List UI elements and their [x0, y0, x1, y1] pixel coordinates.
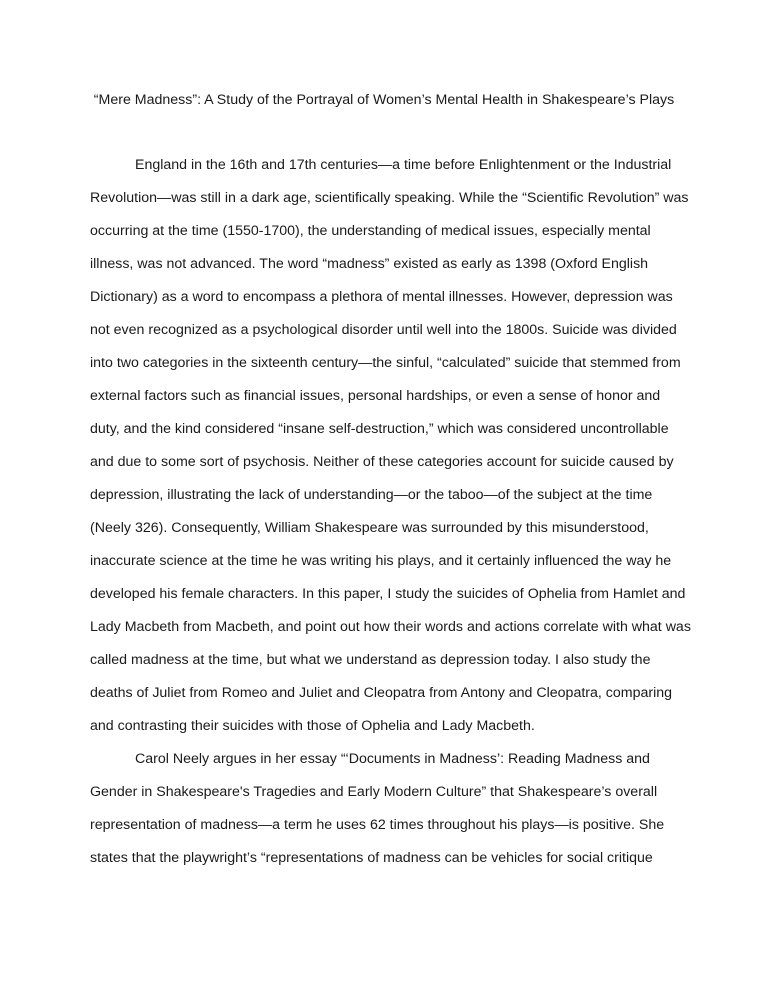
paragraph-1-line: (Neely 326). Consequently, William Shakespeare was surrounded by this misunderstood,	[90, 520, 649, 536]
paragraph-1-line: inaccurate science at the time he was writing his plays, and it certainly influenced the way he	[90, 553, 672, 569]
paragraph-1-line: not even recognized as a psychological disorder until well into the 1800s. Suicide was divided	[90, 322, 677, 338]
paragraph-2-line: Carol Neely argues in her essay “‘Documents in Madness’: Reading Madness and	[135, 751, 650, 767]
paragraph-1-line: occurring at the time (1550-1700), the understanding of medical issues, especially mental	[90, 223, 651, 239]
paragraph-1-line: duty, and the kind considered “insane self-destruction,” which was considered uncontrollable	[90, 421, 669, 437]
paragraph-1-line: illness, was not advanced. The word “madness” existed as early as 1398 (Oxford English	[90, 256, 649, 272]
paragraph-2-line: representation of madness—a term he uses 62 times throughout his plays—is positive. She	[90, 817, 665, 833]
paragraph-1-line: and due to some sort of psychosis. Neither of these categories account for suicide caused by	[90, 454, 674, 470]
paragraph-1-line: depression, illustrating the lack of understanding—or the taboo—of the subject at the time	[90, 487, 653, 503]
paragraph-1-line: called madness at the time, but what we understand as depression today. I also study the	[90, 652, 651, 668]
paragraph-1-line: Dictionary) as a word to encompass a plethora of mental illnesses. However, depression was	[90, 289, 673, 305]
paragraph-1-line: deaths of Juliet from Romeo and Juliet and Cleopatra from Antony and Cleopatra, comparing	[90, 685, 673, 701]
paragraph-1-line: England in the 16th and 17th centuries—a time before Enlightenment or the Industrial	[135, 157, 672, 173]
paragraph-2-line: Gender in Shakespeare's Tragedies and Early Modern Culture” that Shakespeare’s overall	[90, 784, 658, 800]
paragraph-1-line: into two categories in the sixteenth century—the sinful, “calculated” suicide that stemmed from	[90, 355, 681, 371]
paragraph-2-line: states that the playwright’s “representations of madness can be vehicles for social critique	[90, 850, 653, 866]
paragraph-1-line: and contrasting their suicides with those of Ophelia and Lady Macbeth.	[90, 718, 535, 734]
paragraph-1-line: external factors such as financial issues, personal hardships, or even a sense of honor and	[90, 388, 661, 404]
paragraph-1-line: Revolution—was still in a dark age, scientifically speaking. While the “Scientific Revolution” was	[90, 190, 689, 206]
paragraph-1-line: Lady Macbeth from Macbeth, and point out how their words and actions correlate with what was	[90, 619, 691, 635]
paragraph-1-line: developed his female characters. In this paper, I study the suicides of Ophelia from Hamlet and	[90, 586, 686, 602]
document-title: “Mere Madness”: A Study of the Portrayal of Women’s Mental Health in Shakespeare’s Plays	[93, 92, 675, 108]
